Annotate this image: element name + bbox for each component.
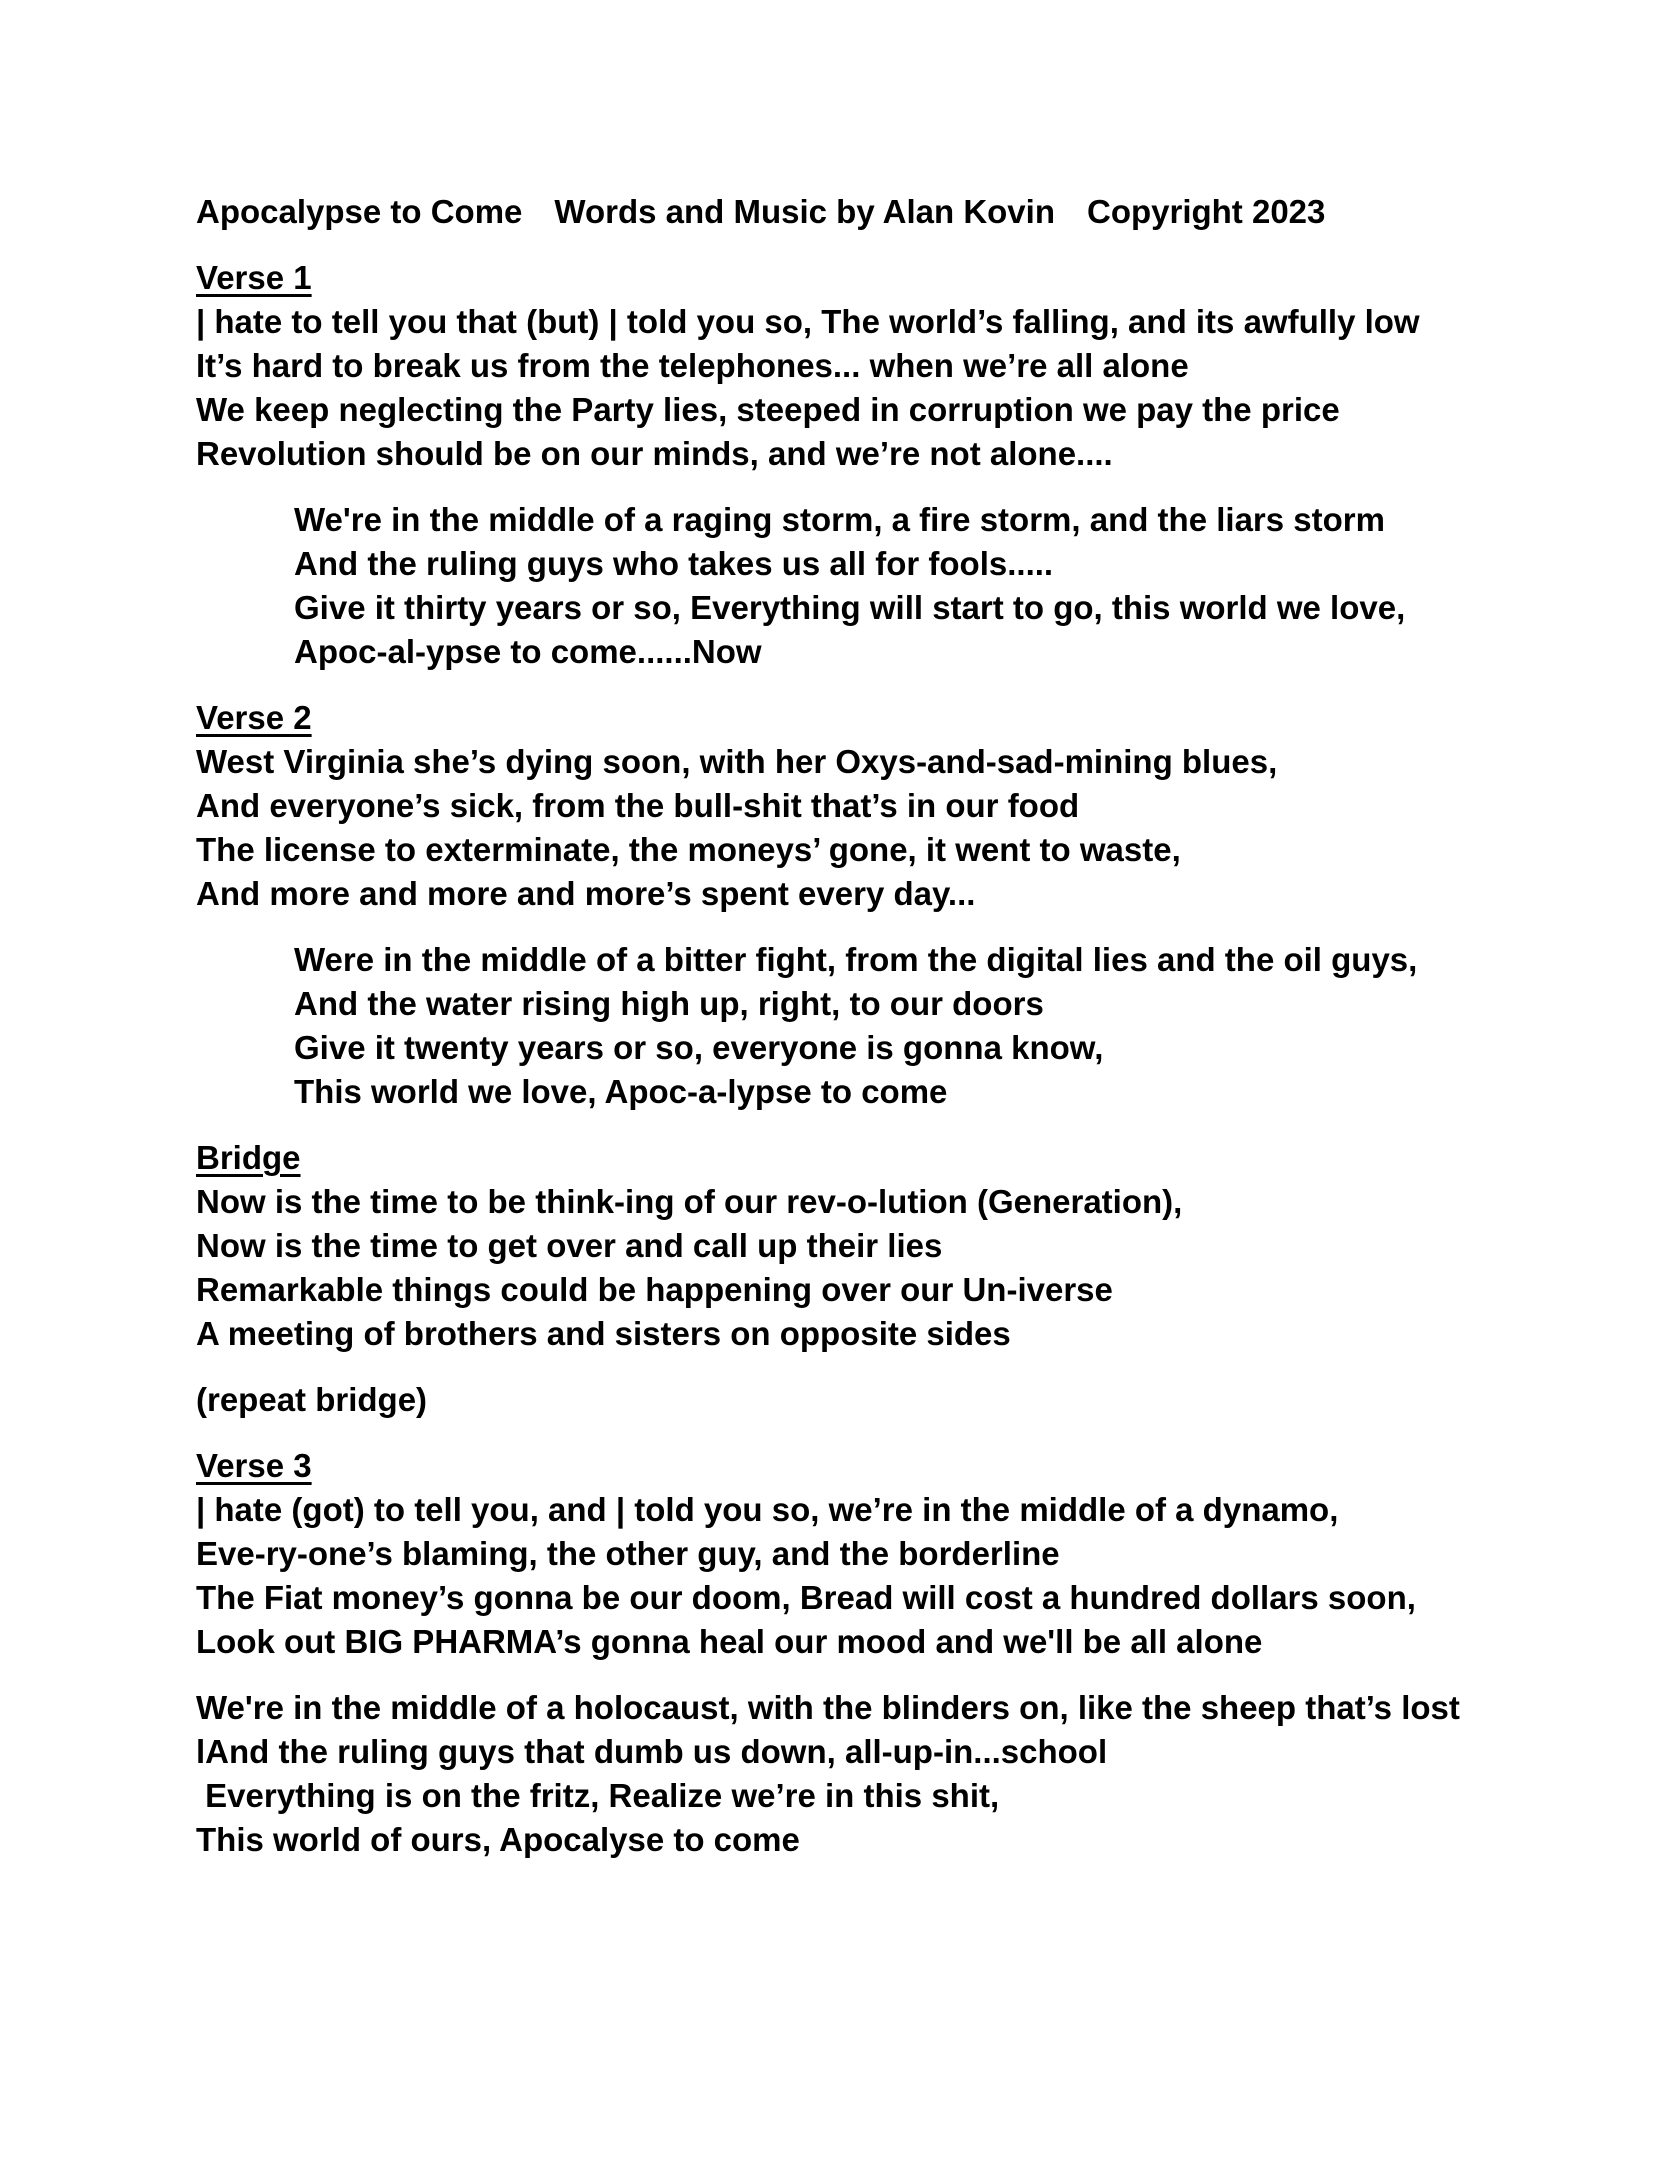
- verse-1: [196, 256, 1636, 476]
- chorus-line: lAnd the ruling guys that dumb us down, all-up-in...school: [196, 1733, 1108, 1770]
- chorus-line: We're in the middle of a holocaust, with the blinders on, like the sheep that’s lost: [196, 1689, 1460, 1726]
- lyric-line: The license to exterminate, the moneys’ gone, it went to waste,: [196, 831, 1181, 868]
- chorus-line: Apoc-al-ypse to come......Now: [294, 633, 762, 670]
- lyric-line: The Fiat money’s gonna be our doom, Bread will cost a hundred dollars soon,: [196, 1579, 1416, 1616]
- chorus-3: [196, 1686, 1636, 1862]
- lyric-line: And everyone’s sick, from the bull-shit that’s in our food: [196, 787, 1080, 824]
- chorus-line: Give it twenty years or so, everyone is gonna know,: [294, 1029, 1104, 1066]
- chorus-line: We're in the middle of a raging storm, a fire storm, and the liars storm: [294, 501, 1385, 538]
- song-title: Apocalypse to Come: [196, 193, 523, 230]
- bridge: [196, 1136, 1636, 1356]
- chorus-line: Everything is on the fritz, Realize we’re in this shit,: [196, 1777, 1000, 1814]
- verse-1-heading: Verse 1: [196, 259, 312, 296]
- chorus-line: Give it thirty years or so, Everything will start to go, this world we love,: [294, 589, 1406, 626]
- lyric-line: Look out BIG PHARMA’s gonna heal our mood and we'll be all alone: [196, 1623, 1263, 1660]
- verse-2-heading: Verse 2: [196, 699, 312, 736]
- lyric-line: We keep neglecting the Party lies, steeped in corruption we pay the price: [196, 391, 1340, 428]
- lyric-line: Revolution should be on our minds, and we’re not alone....: [196, 435, 1113, 472]
- chorus-line: And the water rising high up, right, to our doors: [294, 985, 1044, 1022]
- bridge-heading: Bridge: [196, 1139, 301, 1176]
- chorus-2: [196, 938, 1636, 1114]
- lyric-line: West Virginia she’s dying soon, with her Oxys-and-sad-mining blues,: [196, 743, 1278, 780]
- song-copyright: Copyright 2023: [1086, 193, 1326, 230]
- chorus-1: [196, 498, 1636, 674]
- lyric-line: And more and more and more’s spent every day...: [196, 875, 976, 912]
- lyric-line: | hate (got) to tell you, and | told you so, we’re in the middle of a dynamo,: [196, 1491, 1339, 1528]
- title-line: [196, 190, 1636, 234]
- lyric-line: Remarkable things could be happening over our Un-iverse: [196, 1271, 1113, 1308]
- chorus-line: Were in the middle of a bitter fight, from the digital lies and the oil guys,: [294, 941, 1418, 978]
- chorus-line: And the ruling guys who takes us all for fools.....: [294, 545, 1054, 582]
- lyric-line: Now is the time to be think-ing of our rev-o-lution (Generation),: [196, 1183, 1183, 1220]
- verse-3: [196, 1444, 1636, 1664]
- lyric-line: Now is the time to get over and call up their lies: [196, 1227, 943, 1264]
- lyrics-sheet: [196, 190, 1636, 1884]
- repeat-note: (repeat bridge): [196, 1381, 428, 1418]
- lyric-line: Eve-ry-one’s blaming, the other guy, and the borderline: [196, 1535, 1060, 1572]
- chorus-line: This world we love, Apoc-a-lypse to come: [294, 1073, 948, 1110]
- verse-3-heading: Verse 3: [196, 1447, 312, 1484]
- verse-2: [196, 696, 1636, 916]
- chorus-line: This world of ours, Apocalyse to come: [196, 1821, 800, 1858]
- lyric-line: A meeting of brothers and sisters on opposite sides: [196, 1315, 1011, 1352]
- lyric-line: It’s hard to break us from the telephones... when we’re all alone: [196, 347, 1189, 384]
- song-credit: Words and Music by Alan Kovin: [554, 193, 1055, 230]
- lyric-line: | hate to tell you that (but) | told you so, The world’s falling, and its awfully low: [196, 303, 1420, 340]
